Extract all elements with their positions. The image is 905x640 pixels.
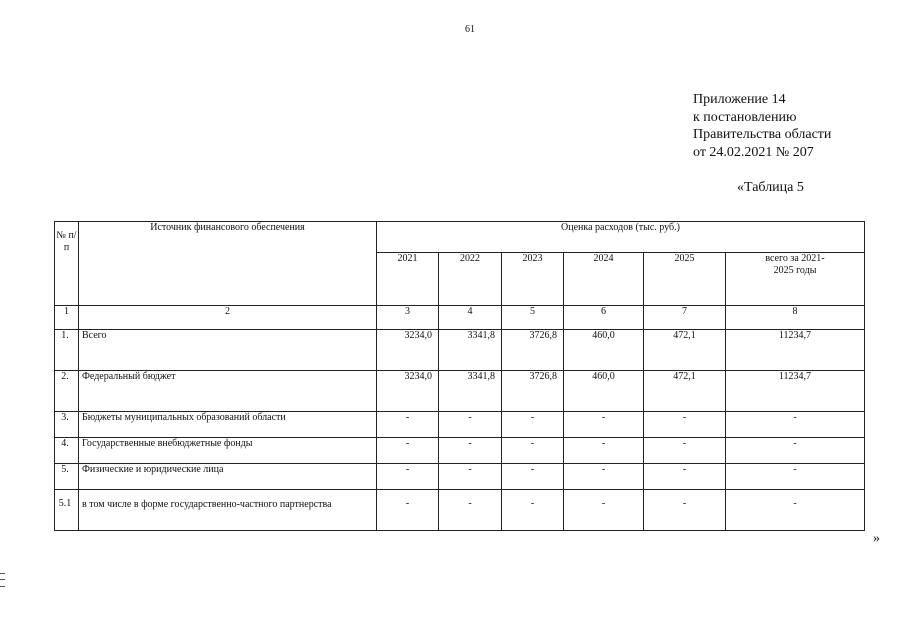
row-value: - [502, 464, 564, 490]
row-value: - [644, 438, 726, 464]
row-source: Федеральный бюджет [79, 371, 377, 412]
row-value: - [439, 490, 502, 531]
row-value: - [564, 412, 644, 438]
header-year: 2024 [564, 253, 644, 306]
row-num: 1. [55, 330, 79, 371]
table-row [55, 438, 865, 464]
header-year: 2025 [644, 253, 726, 306]
row-value: - [502, 438, 564, 464]
row-num: 5. [55, 464, 79, 490]
row-value: 460,0 [564, 371, 644, 412]
index-cell: 2 [79, 306, 377, 330]
row-value: 3726,8 [502, 330, 564, 371]
row-value: 3234,0 [377, 330, 439, 371]
index-row [55, 306, 865, 330]
row-value: - [502, 412, 564, 438]
index-cell: 8 [726, 306, 865, 330]
index-cell: 5 [502, 306, 564, 330]
row-value: - [644, 412, 726, 438]
row-value: 3341,8 [439, 330, 502, 371]
row-source: Бюджеты муниципальных образований области [79, 412, 377, 438]
row-num: 3. [55, 412, 79, 438]
index-cell: 1 [55, 306, 79, 330]
scan-edge-mark [0, 573, 5, 587]
row-value: - [377, 438, 439, 464]
row-value: - [644, 464, 726, 490]
row-total: 11234,7 [726, 330, 865, 371]
table-row [55, 371, 865, 412]
row-source: в том числе в форме государственно-частного партнерства [79, 490, 377, 531]
header-year: 2022 [439, 253, 502, 306]
table-row [55, 330, 865, 371]
row-value: - [377, 490, 439, 531]
table-label: «Таблица 5 [737, 180, 804, 195]
row-source: Всего [79, 330, 377, 371]
page-number: 61 [465, 24, 475, 35]
row-value: - [564, 438, 644, 464]
row-value: - [439, 438, 502, 464]
header-source: Источник финансового обеспечения [79, 222, 377, 306]
row-value: - [564, 464, 644, 490]
row-value: - [502, 490, 564, 531]
header-row [55, 222, 865, 253]
row-value: 3234,0 [377, 371, 439, 412]
table-row [55, 490, 865, 531]
index-cell: 6 [564, 306, 644, 330]
row-total: - [726, 490, 865, 531]
row-value: - [377, 464, 439, 490]
appendix-block [693, 91, 831, 161]
appendix-line: к постановлению [693, 109, 797, 125]
row-value: - [377, 412, 439, 438]
row-num: 4. [55, 438, 79, 464]
row-value: 472,1 [644, 371, 726, 412]
row-value: - [439, 464, 502, 490]
row-num: 2. [55, 371, 79, 412]
row-num: 5.1 [55, 490, 79, 531]
row-value: 3726,8 [502, 371, 564, 412]
table-row [55, 464, 865, 490]
row-total: 11234,7 [726, 371, 865, 412]
header-total: всего за 2021-2025 годы [726, 253, 865, 306]
header-year: 2021 [377, 253, 439, 306]
closing-quote: » [873, 531, 880, 546]
row-value: - [564, 490, 644, 531]
row-value: 3341,8 [439, 371, 502, 412]
appendix-line: Правительства области [693, 127, 832, 142]
row-source: Государственные внебюджетные фонды [79, 438, 377, 464]
row-value: 472,1 [644, 330, 726, 371]
row-value: - [439, 412, 502, 438]
index-cell: 3 [377, 306, 439, 330]
header-num: № п/п [55, 222, 79, 306]
row-source: Физические и юридические лица [79, 464, 377, 490]
row-total: - [726, 464, 865, 490]
row-value: 460,0 [564, 330, 644, 371]
row-total: - [726, 438, 865, 464]
appendix-line: от 24.02.2021 № 207 [693, 144, 814, 160]
table-row [55, 412, 865, 438]
index-cell: 7 [644, 306, 726, 330]
header-year: 2023 [502, 253, 564, 306]
funding-table [54, 221, 865, 531]
row-value: - [644, 490, 726, 531]
index-cell: 4 [439, 306, 502, 330]
appendix-line: Приложение 14 [693, 92, 786, 107]
header-estimate: Оценка расходов (тыс. руб.) [377, 222, 865, 253]
row-total: - [726, 412, 865, 438]
